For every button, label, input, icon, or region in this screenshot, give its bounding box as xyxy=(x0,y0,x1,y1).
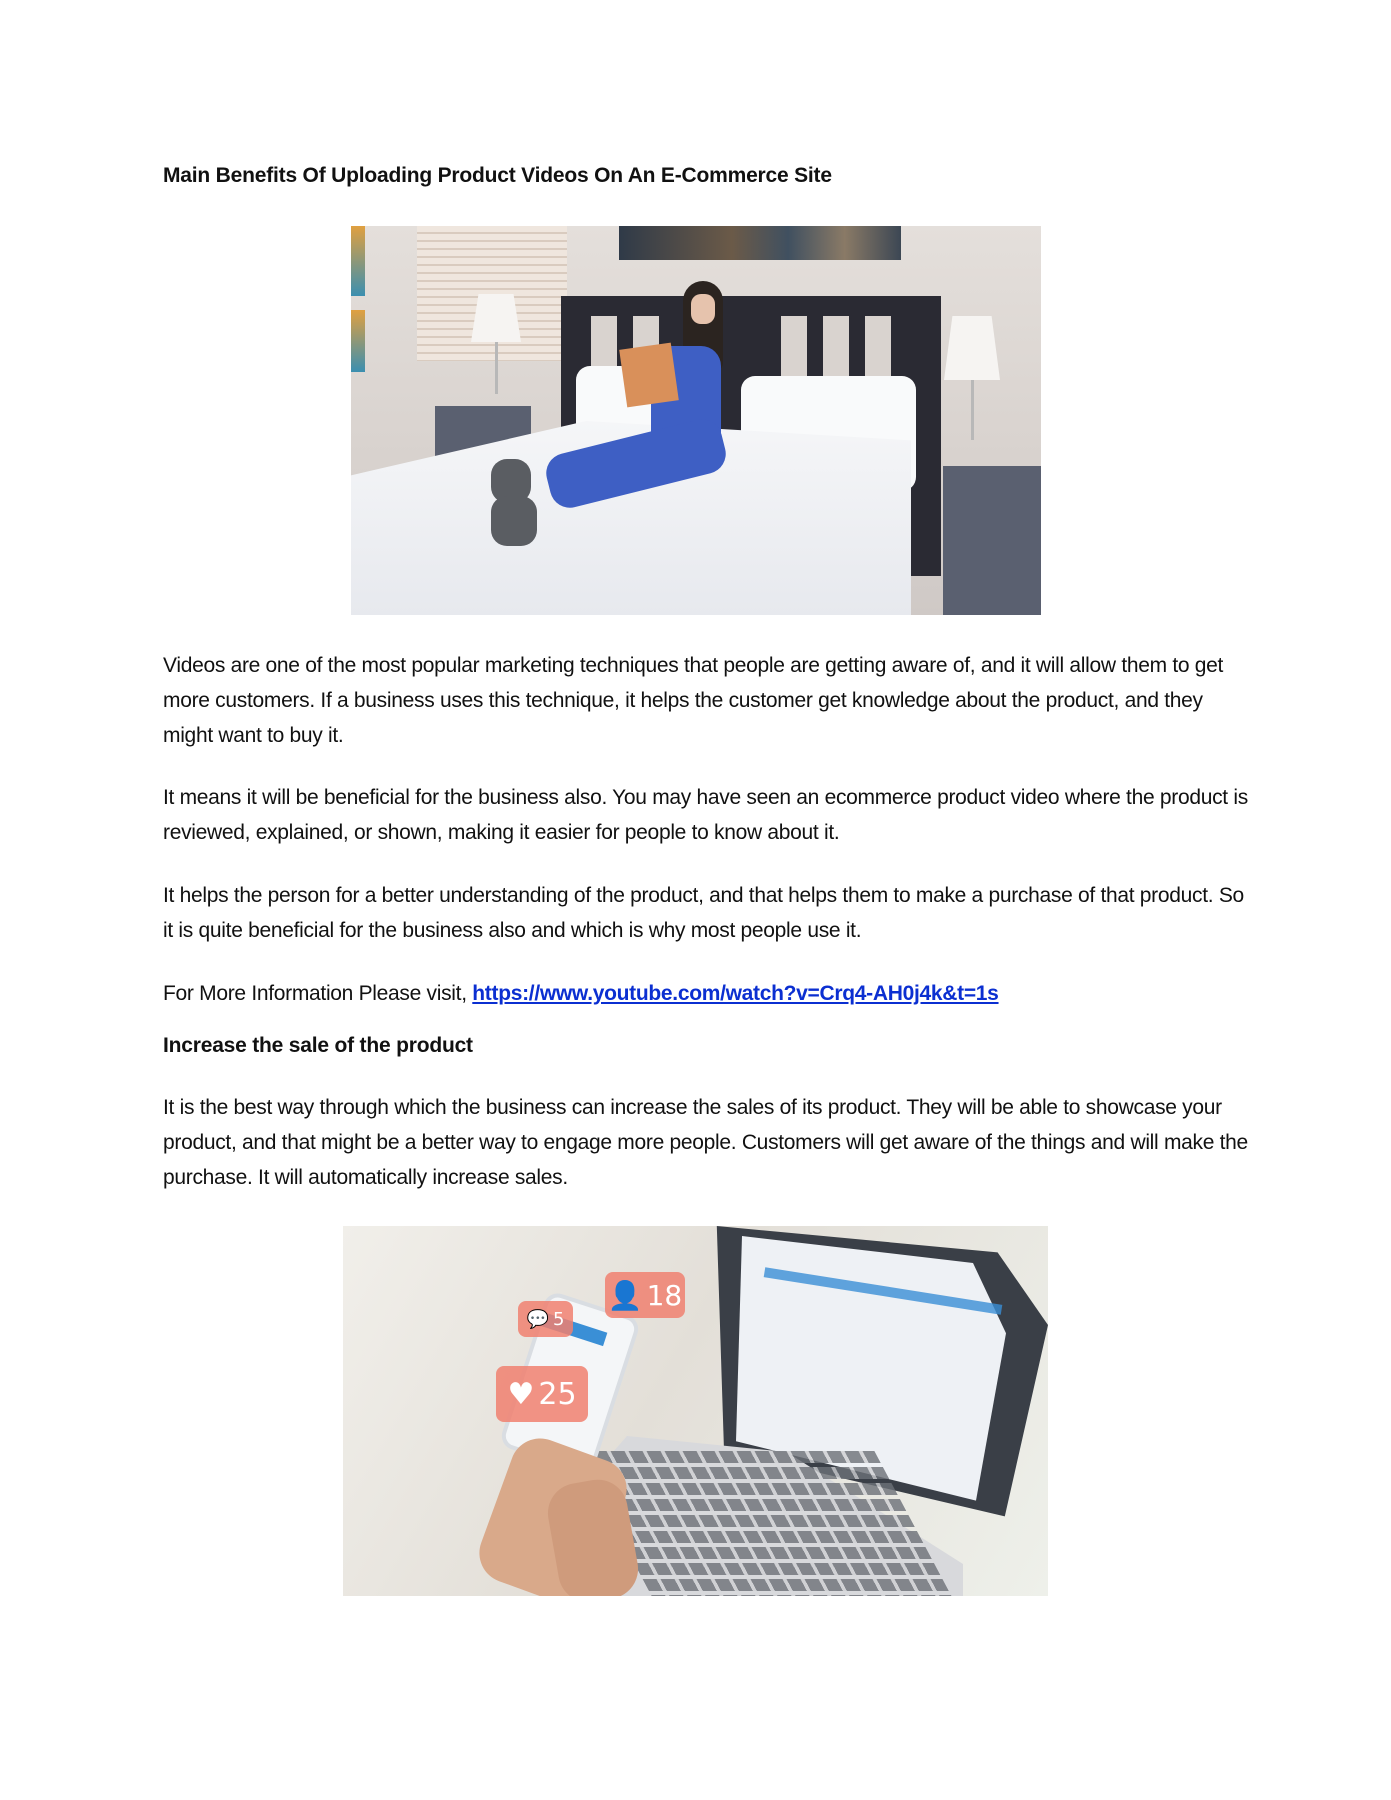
heart-icon: ♥ xyxy=(507,1376,535,1412)
comment-icon: 💬 xyxy=(526,1308,549,1330)
paragraph-3: It helps the person for a better understanding of the product, and that helps them to make a purchase of that product. So it is quite beneficial for the business also and which is why most people use it. xyxy=(163,884,1244,942)
social-media-photo xyxy=(343,1226,1048,1596)
paragraph-2: It means it will be beneficial for the business also. You may have seen an ecommerce product video where the product is reviewed, explained, or shown, making it easier for people to know about it. xyxy=(163,786,1248,844)
section-paragraph: It is the best way through which the business can increase the sales of its product. They will be able to showcase your product, and that might be a better way to engage more people. Customers will get aware of the things and will make the purchase. It will automatically increase sales. xyxy=(163,1096,1248,1189)
user-badge: 👤 18 xyxy=(605,1272,685,1318)
user-icon: 👤 xyxy=(607,1278,643,1312)
youtube-link[interactable]: https://www.youtube.com/watch?v=Crq4-AH0j4k&t=1s xyxy=(472,982,999,1005)
more-info-prefix: For More Information Please visit, xyxy=(163,982,473,1005)
bedroom-photo xyxy=(351,226,1041,615)
more-info-line xyxy=(163,976,1253,1011)
heart-badge: ♥ 25 xyxy=(496,1366,588,1422)
page-title: Main Benefits Of Uploading Product Videos On An E-Commerce Site xyxy=(163,164,832,187)
comment-badge: 💬 5 xyxy=(518,1301,573,1337)
section-heading: Increase the sale of the product xyxy=(163,1034,473,1057)
paragraph-1: Videos are one of the most popular marketing techniques that people are getting aware of, and it will allow them to get more customers. If a business uses this technique, it helps the customer get knowledge about the product, and they might want to buy it. xyxy=(163,654,1224,747)
